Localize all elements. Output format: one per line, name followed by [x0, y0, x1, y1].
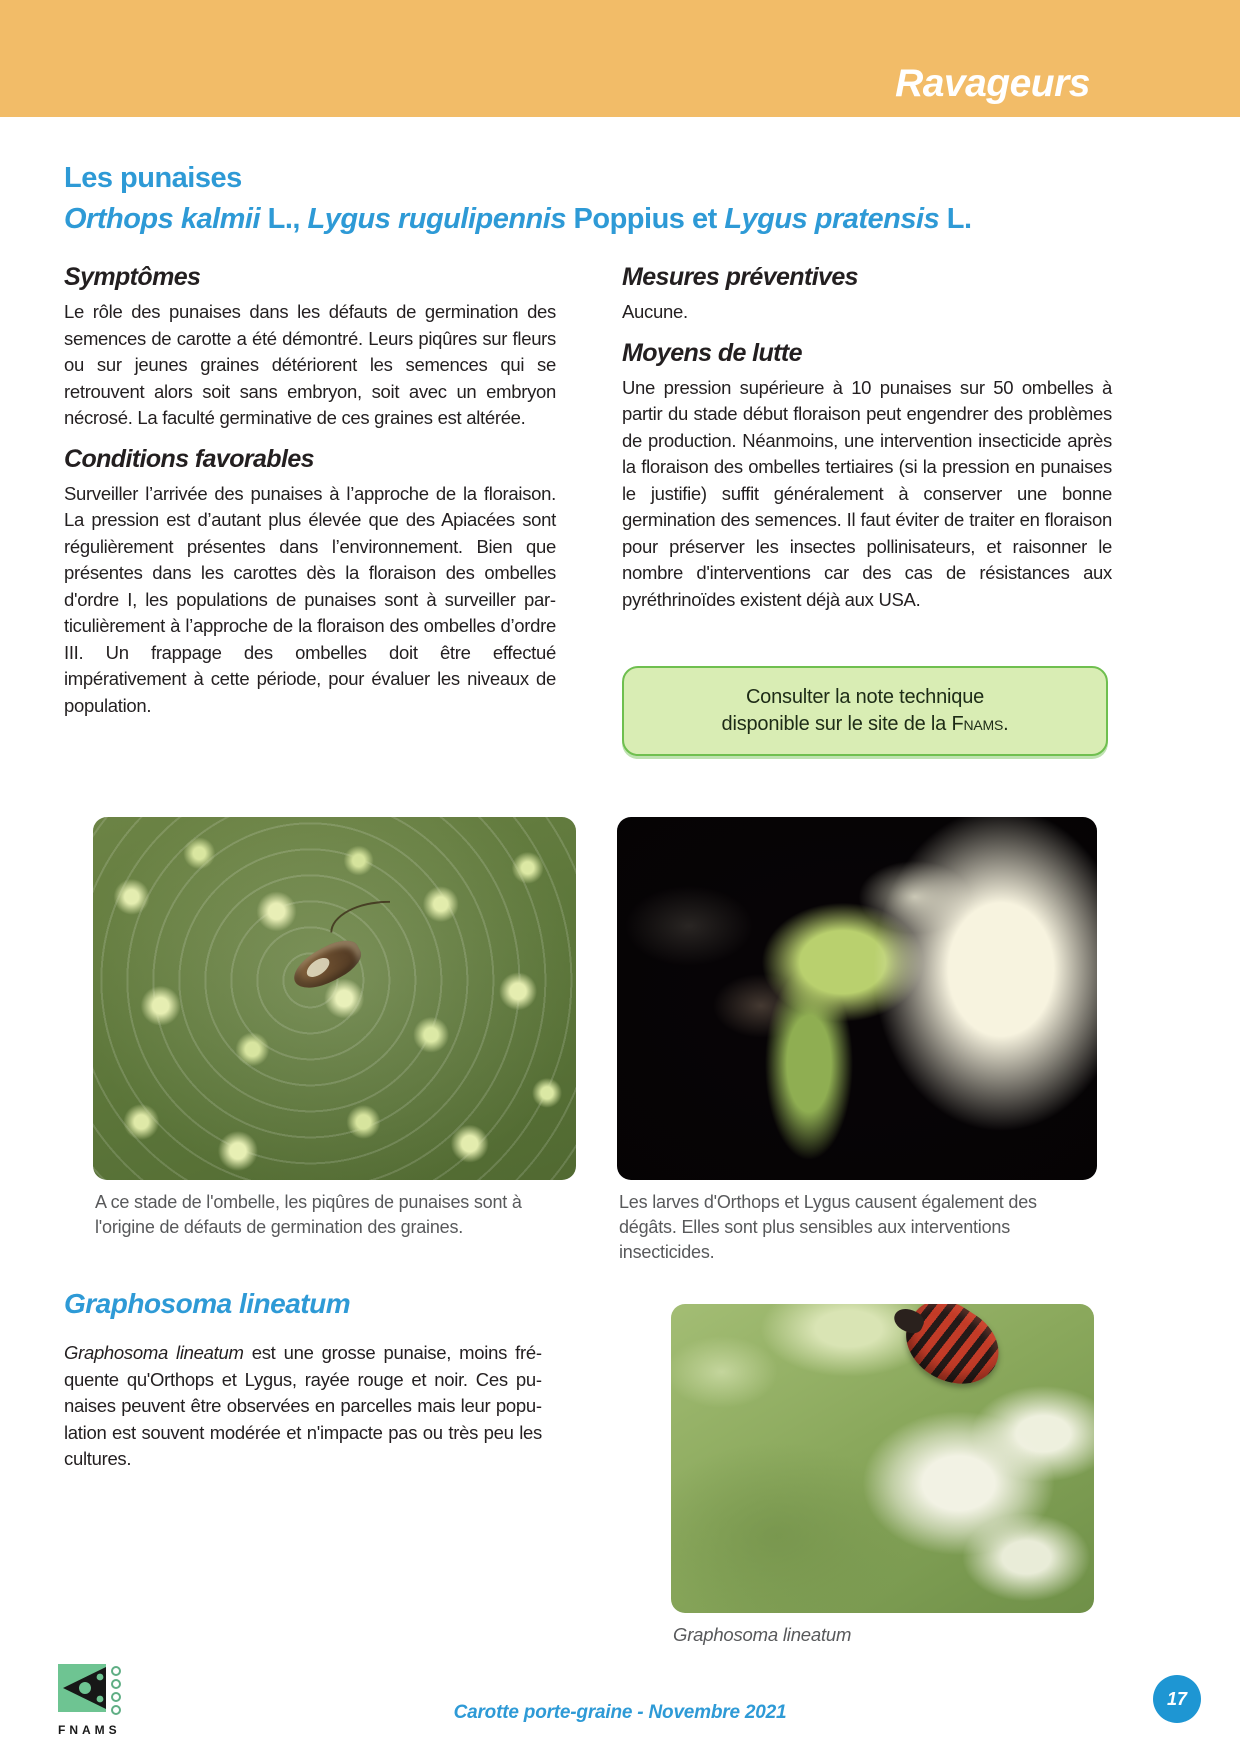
- mirid-bug-illustration: [287, 933, 367, 997]
- page-number-badge: [1153, 1675, 1201, 1723]
- note-line-2: [722, 711, 1009, 738]
- footer-edition-title: Carotte porte-graine - Novembre 2021: [453, 1702, 787, 1723]
- striped-bug-illustration: [891, 1304, 1012, 1401]
- species-name: Lygus pratensis: [724, 203, 940, 236]
- control-heading: Moyens de lutte: [622, 338, 802, 367]
- fnams-logo-text: FNAMS: [58, 1723, 121, 1737]
- article-title: Les punaises: [64, 162, 242, 194]
- logo-dot: [111, 1666, 121, 1676]
- note-line-2-period: .: [1003, 713, 1009, 735]
- photo-larva-on-flower: [617, 817, 1097, 1180]
- chapter-banner: [0, 0, 1240, 117]
- article-subtitle: [64, 201, 1114, 237]
- note-line-2-text: disponible sur le site de la: [721, 713, 952, 735]
- symptoms-paragraph: Le rôle des punaises dans les défauts de germination des semences de carotte a été démontré. Leurs piqûres sur fleurs ou sur jeunes graines détériorent les semences qui se retrouvent alors soit sans embryon, soit avec un embryon nécrosé. La faculté germinative de ces graines est altérée.: [64, 301, 556, 428]
- subtitle-text: L.,: [260, 203, 308, 236]
- species-name: Lygus rugulipennis: [307, 203, 566, 236]
- preventive-paragraph: Aucune.: [622, 301, 688, 322]
- note-line-1: Consulter la note technique: [745, 686, 985, 708]
- chapter-title: Ravageurs: [895, 62, 1090, 105]
- species-name: Graphosoma lineatum: [64, 1342, 244, 1363]
- graphosoma-section-heading: Graphosoma lineatum: [64, 1288, 351, 1319]
- column-left: [64, 262, 556, 719]
- preventive-heading: Mesures préventives: [622, 263, 858, 291]
- fnams-logo: [58, 1664, 138, 1737]
- photo-caption-right: Les larves d'Orthops et Lygus causent également des dégâts. Elles sont plus sensibles aux interventions insecticides.: [619, 1192, 1037, 1262]
- logo-dot: [111, 1679, 121, 1689]
- text-columns: [64, 262, 1112, 719]
- page-number: 17: [1166, 1688, 1188, 1709]
- control-paragraph: Une pression supérieure à 10 punaises sur 50 ombelles à partir du stade début floraison peut engendrer des problèmes de production. Néanmoins, une intervention insecticide après la floraison des ombelles tertiaires (si la pression en punaises le justifie) suffit généralement à conserver une bonne germination des semences. Il faut éviter de traiter en floraison pour préserver les insectes pollinisateurs, et raisonner le nombre d'interventions car des cas de résistances aux pyréthrinoïdes existent déjà aux USA.: [622, 376, 1112, 610]
- graphosoma-paragraph: [64, 1340, 542, 1473]
- species-name: Orthops kalmii: [64, 203, 261, 236]
- logo-dot: [111, 1692, 121, 1702]
- conditions-paragraph: Surveiller l’arrivée des punaises à l’approche de la floraison. La pression est d’autant plus élevée que des Apiacées sont régulièrement présentes dans l’environnement. Bien que présentes dans les carottes dès la floraison des ombelles d'ordre I, les populations de punaises sont à surveiller particulièrement à l’approche de la floraison des ombelles d’ordre III. Un frappage des ombelles doit être effectué impérativement à cette période, pour évaluer les niveaux de population.: [64, 482, 556, 716]
- subtitle-text: L.: [939, 203, 972, 236]
- graphosoma-paragraph-text: est une grosse punaise, moins fréquente qu'Orthops et Lygus, rayée rouge et noir. Ces punaises peuvent être observées en parcelles mais leur population est souvent modérée et n'impacte pas ou très peu les cultures.: [64, 1342, 542, 1469]
- symptoms-heading: Symptômes: [64, 263, 201, 291]
- subtitle-text: Poppius et: [565, 203, 725, 236]
- column-right: [622, 262, 1112, 719]
- article-title-block: [64, 160, 1114, 238]
- conditions-heading: Conditions favorables: [64, 444, 314, 473]
- photo-graphosoma-bug: [671, 1304, 1094, 1613]
- photo-caption-bottom: Graphosoma lineatum: [673, 1624, 852, 1645]
- photo-umbel-with-mirid-bug: [93, 817, 576, 1180]
- fnams-acronym: Fnams: [951, 713, 1004, 735]
- photo-caption-left: A ce stade de l'ombelle, les piqûres de punaises sont à l'origine de défauts de germination des graines.: [95, 1192, 522, 1237]
- technical-note-box: [622, 666, 1108, 756]
